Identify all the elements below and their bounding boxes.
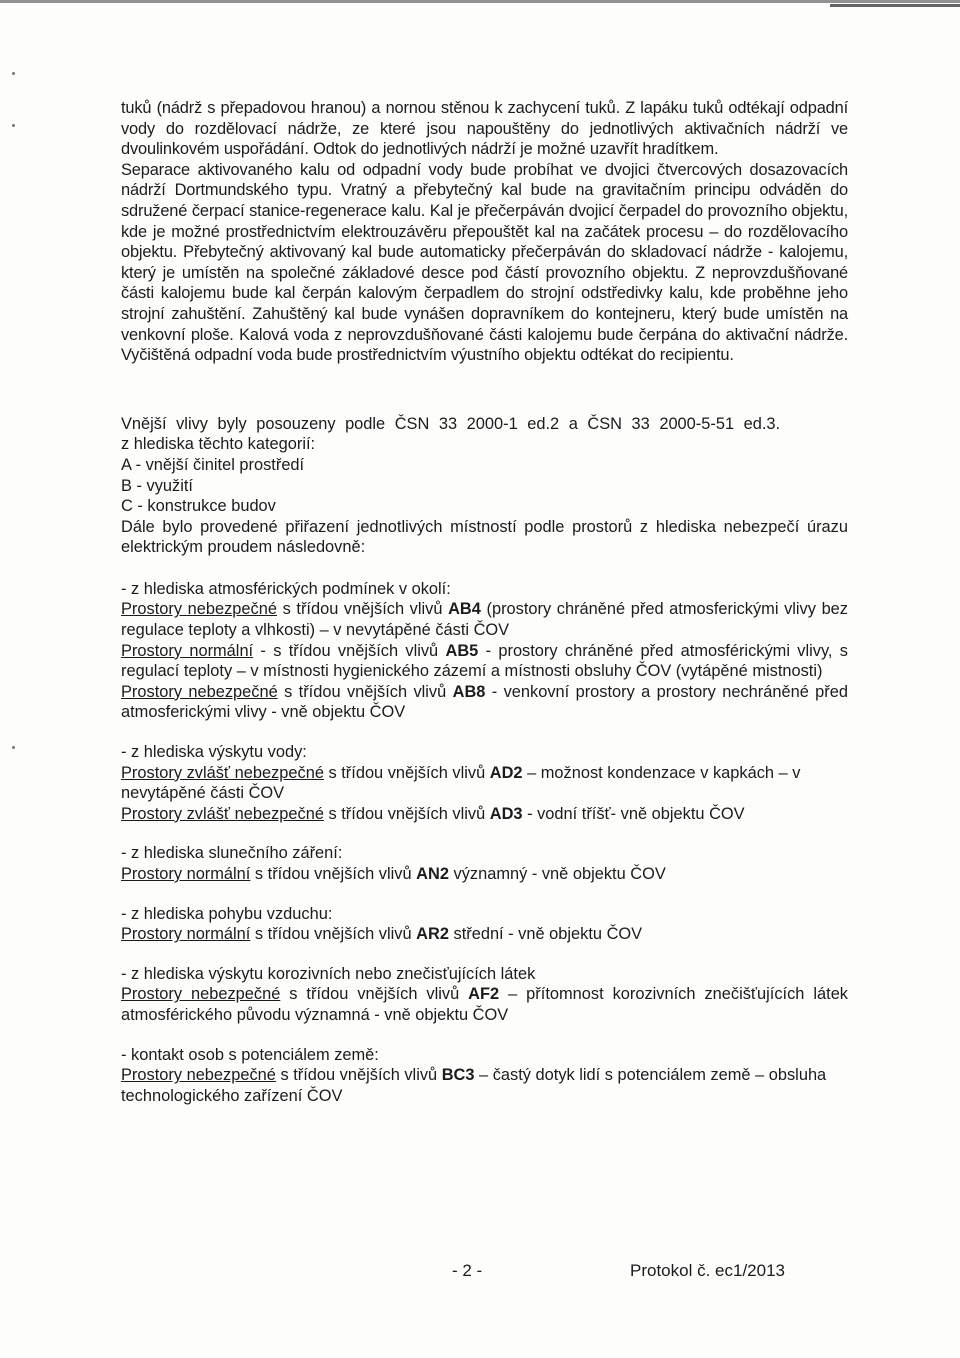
space-type: Prostory normální xyxy=(121,925,251,944)
list-item: Prostory zvlášť nebezpečné s třídou vnějších vlivů AD3 - vodní tříšť- vně objektu ČOV xyxy=(121,804,745,823)
class-code: AN2 xyxy=(416,865,449,883)
space-type: Prostory zvlášť nebezpečné xyxy=(121,804,324,823)
category-c: C - konstrukce budov xyxy=(121,497,276,516)
category-b: B - využití xyxy=(121,476,193,495)
section-heading: - z hlediska výskytu korozivních nebo znečisťujících látek xyxy=(121,964,536,983)
list-item: Prostory zvlášť nebezpečné s třídou vnějších vlivů AD2 – možnost kondenzace v kapkách – v nevytápěné části ČOV xyxy=(121,763,801,803)
scan-top-edge xyxy=(0,0,960,3)
space-type: Prostory nebezpečné xyxy=(121,985,281,1004)
space-type: Prostory nebezpečné xyxy=(121,600,277,619)
scan-speck xyxy=(12,746,15,749)
section-heading: - z hlediska slunečního záření: xyxy=(121,844,343,863)
scan-speck xyxy=(12,72,15,75)
class-code: AB8 xyxy=(452,682,486,701)
page-number: - 2 - xyxy=(452,1261,483,1280)
space-type: Prostory nebezpečné xyxy=(121,682,278,701)
class-code: AR2 xyxy=(416,925,449,944)
intro-paragraph-1: tuků (nádrž s přepadovou hranou) a nornou stěnou k zachycení tuků. Z lapáku tuků odtékají odpadní vody do rozdělovací nádrže, ze které jsou napouštěny do jednotlivých aktivačních nádrží ve dvoulinkovém uspořádání. Odtok do jednotlivých nádrží je možné uzavřít hradítkem. xyxy=(121,99,848,159)
class-code: AD2 xyxy=(489,763,523,782)
scan-top-mark xyxy=(830,4,960,7)
class-code: AB5 xyxy=(445,641,479,660)
section-solar xyxy=(121,843,848,884)
section-heading: - z hlediska pohybu vzduchu: xyxy=(121,904,333,923)
section-heading: - kontakt osob s potenciálem země: xyxy=(121,1045,379,1064)
section-earth-contact xyxy=(121,1045,848,1107)
assessment-assignment: Dále bylo provedené přiřazení jednotlivých místností podle prostorů z hlediska nebezpečí úrazu elektrickým proudem následovně: xyxy=(121,517,848,557)
list-item: Prostory normální - s třídou vnějších vlivů AB5 - prostory chráněné před atmosférickými vlivy, s regulací teploty – v místnosti hygienického zázemí a místnosti obsluhy ČOV (vytápěné mistnosti) xyxy=(121,641,848,681)
section-water xyxy=(121,742,848,824)
space-type: Prostory zvlášť nebezpečné xyxy=(121,763,324,782)
section-heading: - z hlediska atmosférických podmínek v okolí: xyxy=(121,579,451,598)
list-item: Prostory normální s třídou vnějších vlivů AN2 významný - vně objektu ČOV xyxy=(121,865,666,883)
space-type: Prostory normální xyxy=(121,865,251,883)
class-code: BC3 xyxy=(441,1066,475,1085)
document-page xyxy=(121,98,848,1106)
space-type: Prostory normální xyxy=(121,641,254,660)
space-type: Prostory nebezpečné xyxy=(121,1066,276,1085)
scan-speck xyxy=(12,124,15,127)
protocol-number: Protokol č. ec1/2013 xyxy=(630,1261,785,1280)
intro-paragraph-2: Separace aktivovaného kalu od odpadní vody bude probíhat ve dvojici čtvercových dosazovacích nádrží Dortmundského typu. Vratný a přebytečný kal bude na gravitačním principu odváděn do sdružené čerpací stanice-regenerace kalu. Kal je přečerpáván dvojicí čerpadel do provozního objektu, kde je možné prostřednictvím elektrouzávěru přepouštět kal na začátek procesu – do rozdělovacího objektu. Přebytečný aktivovaný kal bude automaticky přečerpáván do skladovací nádrže - kalojemu, který je umístěn na společné základové desce pod částí provozního objektu. Z neprovzdušňované části kalojemu bude kal čerpán kalovým čerpadlem do strojní odstředivky kalu, kde proběhne jeho strojní zahuštění. Zahuštěný kal bude vynášen dopravníkem do kontejneru, který bude umístěn na venkovní ploše. Kalová voda z neprovzdušňované části kalojemu bude čerpána do aktivační nádrže. Vyčištěná odpadní voda bude prostřednictvím výustního objektu odtékat do recipientu. xyxy=(121,160,848,365)
section-heading: - z hlediska výskytu vody: xyxy=(121,743,307,762)
class-code: AF2 xyxy=(468,985,500,1004)
list-item: Prostory nebezpečné s třídou vnějších vlivů AB4 (prostory chráněné před atmosferickými vlivy bez regulace teploty a vlhkosti) – v nevytápěné části ČOV xyxy=(121,600,848,640)
class-code: AB4 xyxy=(448,600,481,619)
assessment-categories-intro: z hlediska těchto kategorií: xyxy=(121,435,316,454)
list-item: Prostory nebezpečné s třídou vnějších vlivů AF2 – přítomnost korozivních znečišťujících látek atmosférického původu významná - vně objektu ČOV xyxy=(121,985,849,1024)
section-corrosion xyxy=(121,964,848,1026)
class-code: AD3 xyxy=(489,804,523,823)
section-air xyxy=(121,904,848,945)
category-a: A - vnější činitel prostředí xyxy=(121,455,305,474)
list-item: Prostory nebezpečné s třídou vnějších vlivů BC3 – častý dotyk lidí s potenciálem země – obsluha technologického zařízení ČOV xyxy=(121,1066,827,1105)
section-atmospheric xyxy=(121,579,848,723)
assessment-line: Vnější vlivy byly posouzeny podle ČSN 33 2000-1 ed.2 a ČSN 33 2000-5-51 ed.3. xyxy=(121,414,781,433)
list-item: Prostory nebezpečné s třídou vnějších vlivů AB8 - venkovní prostory a prostory nechráněné před atmosferickými vlivy - vně objektu ČOV xyxy=(121,682,848,722)
list-item: Prostory normální s třídou vnějších vlivů AR2 střední - vně objektu ČOV xyxy=(121,925,643,944)
